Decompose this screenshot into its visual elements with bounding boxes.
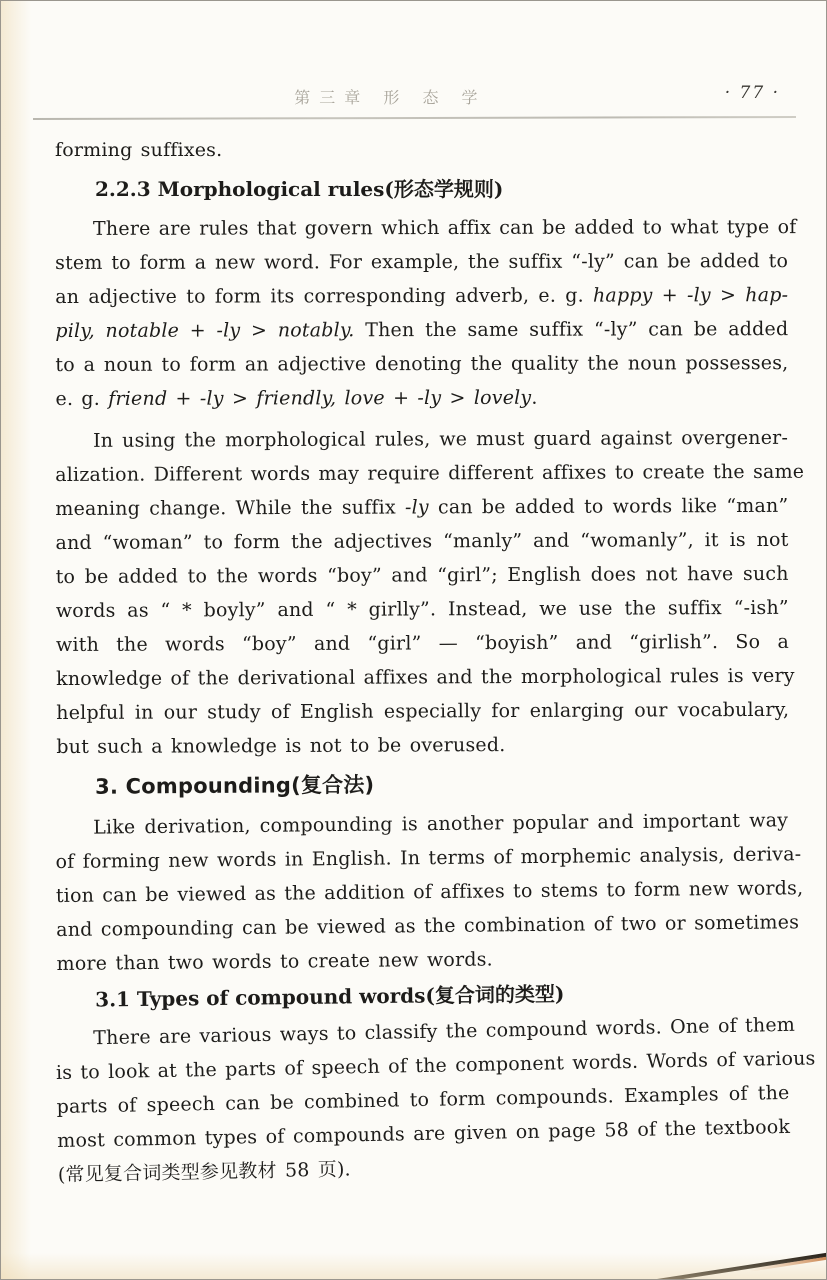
text-segment: There are various ways to classify the compound words. One of them [93,1013,796,1050]
text-line [56,557,789,594]
text-segment-italic: happy + -ly > hap- [592,284,789,307]
text-segment: Like derivation, compounding is another popular and important way [93,809,789,839]
text-line [55,455,805,492]
text-segment: more than two words to create new words. [56,948,493,975]
text-line [55,312,788,348]
text-line [56,693,789,730]
paragraph-4 [55,1008,816,1192]
text-segment: e. g. [55,387,109,410]
text-segment: and compounding can be viewed as the combination of two or sometimes [56,911,800,941]
section-heading-31: 3.1 Types of compound words(复合词的类型) [95,981,565,1012]
text-segment: meaning change. While the suffix [55,496,406,520]
text-line [55,380,788,416]
text-segment: with the words “boy” and “girl” — “boyish” and “girlish”. So a [55,630,790,656]
page-header [39,85,788,107]
page-body [55,133,816,1192]
header-divider [33,116,796,120]
text-line [56,591,789,628]
text-line [56,727,789,764]
text-line [56,659,795,696]
text-segment: There are rules that govern which affix can be added to what type of [93,216,797,240]
text-line [55,489,788,526]
text-segment: tion can be viewed as the addition of affixes to stems to form new words, [55,877,804,907]
text-segment-italic: pily, notable + -ly > notably. [55,319,355,342]
text-line [55,278,788,314]
page-number: · 77 · [724,83,780,103]
text-segment: of forming new words in English. In terms of morphemic analysis, deriva- [55,843,802,873]
text-segment: words as “ * boyly” and “ * girlly”. Instead, we use the suffix “-ish” [55,596,789,622]
paragraph-1 [55,210,797,416]
text-segment: parts of speech can be combined to form compounds. Examples of the [56,1081,790,1118]
carryover-line [55,133,788,167]
text-segment: most common types of compounds are given on page 58 of the textbook [57,1115,791,1152]
text-segment: Then the same suffix “-ly” can be added [354,318,789,342]
text-segment: alization. Different words may require different affixes to create the same [55,460,805,486]
text-line [55,523,788,560]
text-segment: to a noun to form an adjective denoting the quality the noun possesses, [55,352,789,376]
text-segment: and “woman” to form the adjectives “manly” and “womanly”, it is not [55,528,789,554]
paragraph-3 [55,803,804,981]
text-segment: In using the morphological rules, we must guard against overgener- [93,426,789,452]
text-segment: . [531,386,538,409]
page-curl-artifact [625,1251,827,1280]
text-segment: can be added to words like “man” [428,494,789,519]
text-segment: stem to form a new word. For example, the suffix “-ly” can be added to [55,250,789,274]
text-segment: knowledge of the derivational affixes and the morphological rules is very [56,664,795,690]
text-line [56,625,789,662]
text-line [55,210,797,246]
text-line [55,346,788,382]
section-heading-3: 3. Compounding(复合法) [95,772,375,799]
text-line [55,244,788,280]
text-segment: is to look at the parts of speech of the component words. Words of various [55,1047,816,1084]
paragraph-2 [55,421,805,764]
text-segment: to be added to the words “boy” and “girl”; English does not have such [55,562,789,588]
text-segment: (常见复合词类型参见教材 58 页). [57,1158,352,1186]
text-segment: an adjective to form its corresponding adverb, e. g. [55,284,593,308]
text-line [55,421,788,458]
chapter-title: 第三章 形 态 学 [294,88,487,107]
text-segment-italic: friend + -ly > friendly, love + -ly > lovely [108,386,532,410]
text-segment: forming suffixes. [55,139,223,161]
text-segment: but such a knowledge is not to be overused. [56,734,506,758]
text-segment: helpful in our study of English especially for enlarging our vocabulary, [56,698,790,724]
section-heading-223: 2.2.3 Morphological rules(形态学规则) [95,177,504,201]
text-segment-italic: -ly [404,496,429,519]
